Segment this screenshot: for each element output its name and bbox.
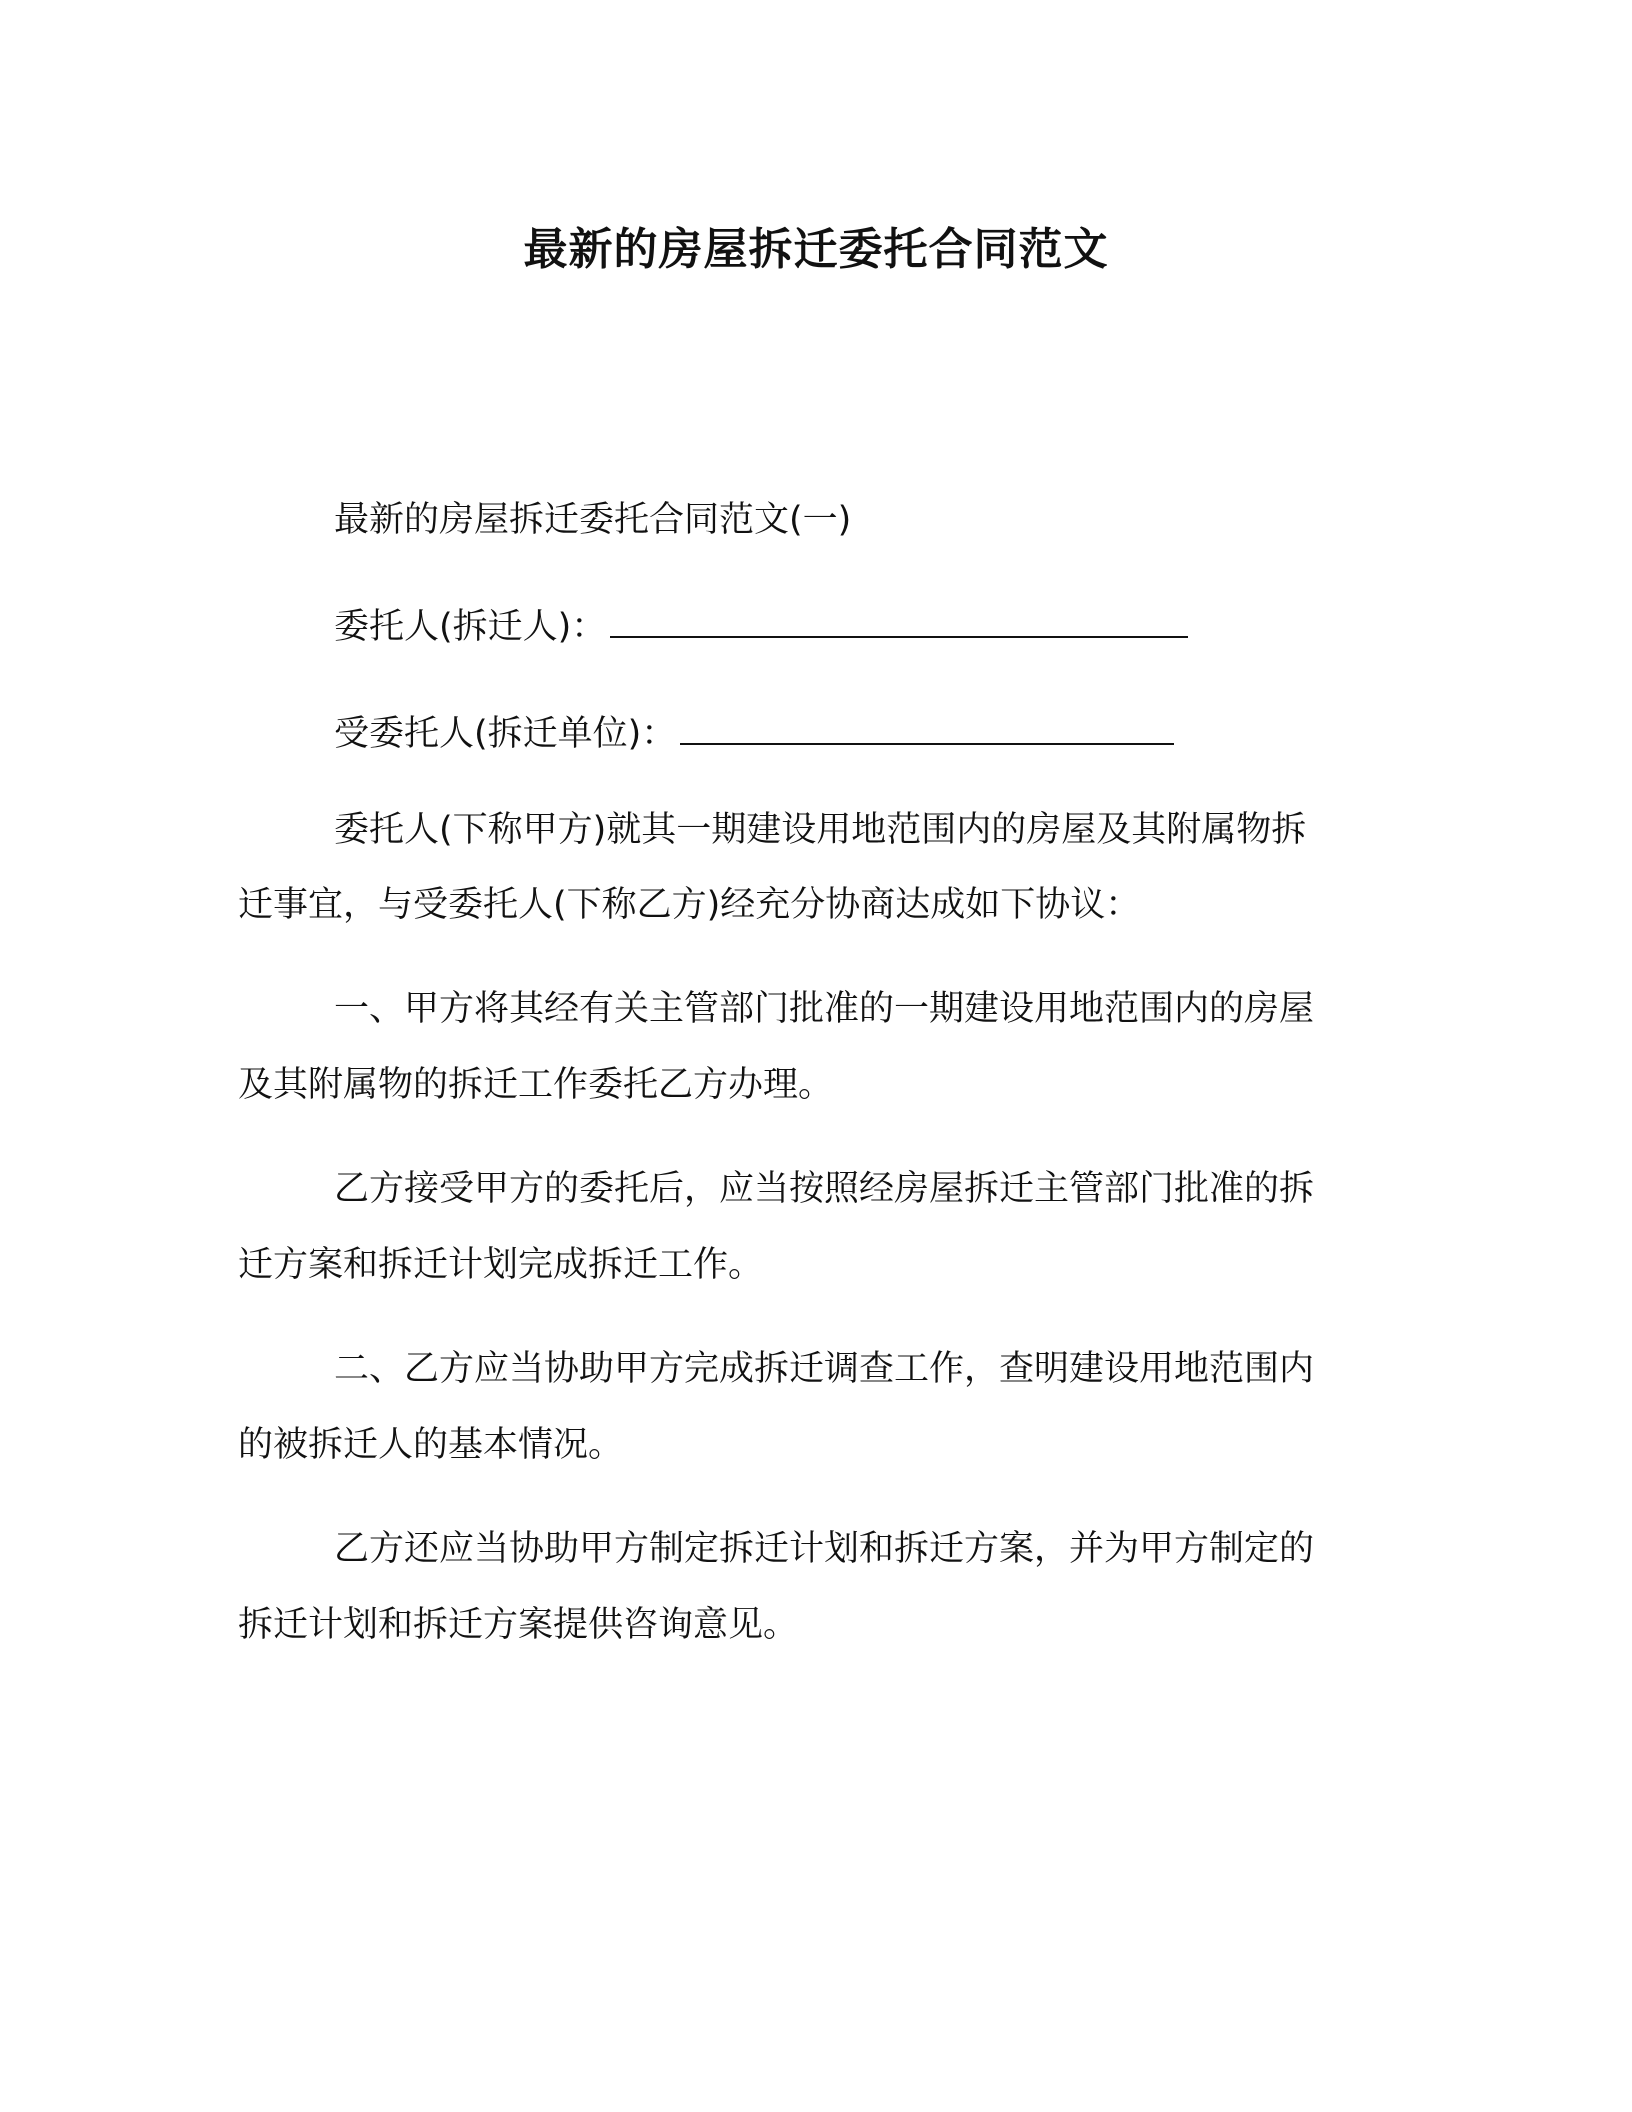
paragraph-3-line-1: 乙方接受甲方的委托后，应当按照经房屋拆迁主管部门批准的拆 — [334, 1169, 1315, 1209]
paragraph-4-line-2: 的被拆迁人的基本情况。 — [238, 1425, 624, 1465]
agent-label: 受委托人(拆迁单位)： — [334, 714, 677, 754]
paragraph-2-line-2: 及其附属物的拆迁工作委托乙方办理。 — [238, 1065, 834, 1105]
paragraph-5-line-1: 乙方还应当协助甲方制定拆迁计划和拆迁方案，并为甲方制定的 — [334, 1529, 1315, 1569]
paragraph-1-line-2: 迁事宜，与受委托人(下称乙方)经充分协商达成如下协议： — [238, 885, 1141, 925]
principal-label: 委托人(拆迁人)： — [334, 607, 607, 647]
paragraph-1-line-1: 委托人(下称甲方)就其一期建设用地范围内的房屋及其附属物拆 — [334, 810, 1307, 850]
principal-field — [334, 605, 1188, 649]
paragraph-2-line-1: 一、甲方将其经有关主管部门批准的一期建设用地范围内的房屋 — [334, 989, 1315, 1029]
agent-field — [334, 712, 1174, 756]
paragraph-4-line-1: 二、乙方应当协助甲方完成拆迁调查工作，查明建设用地范围内 — [334, 1349, 1315, 1389]
paragraph-3-line-2: 迁方案和拆迁计划完成拆迁工作。 — [238, 1245, 764, 1285]
principal-blank-line — [610, 606, 1188, 638]
section-heading: 最新的房屋拆迁委托合同范文(一) — [334, 500, 852, 540]
agent-blank-line — [680, 713, 1174, 745]
document-title: 最新的房屋拆迁委托合同范文 — [523, 224, 1109, 275]
paragraph-5-line-2: 拆迁计划和拆迁方案提供咨询意见。 — [238, 1605, 799, 1645]
